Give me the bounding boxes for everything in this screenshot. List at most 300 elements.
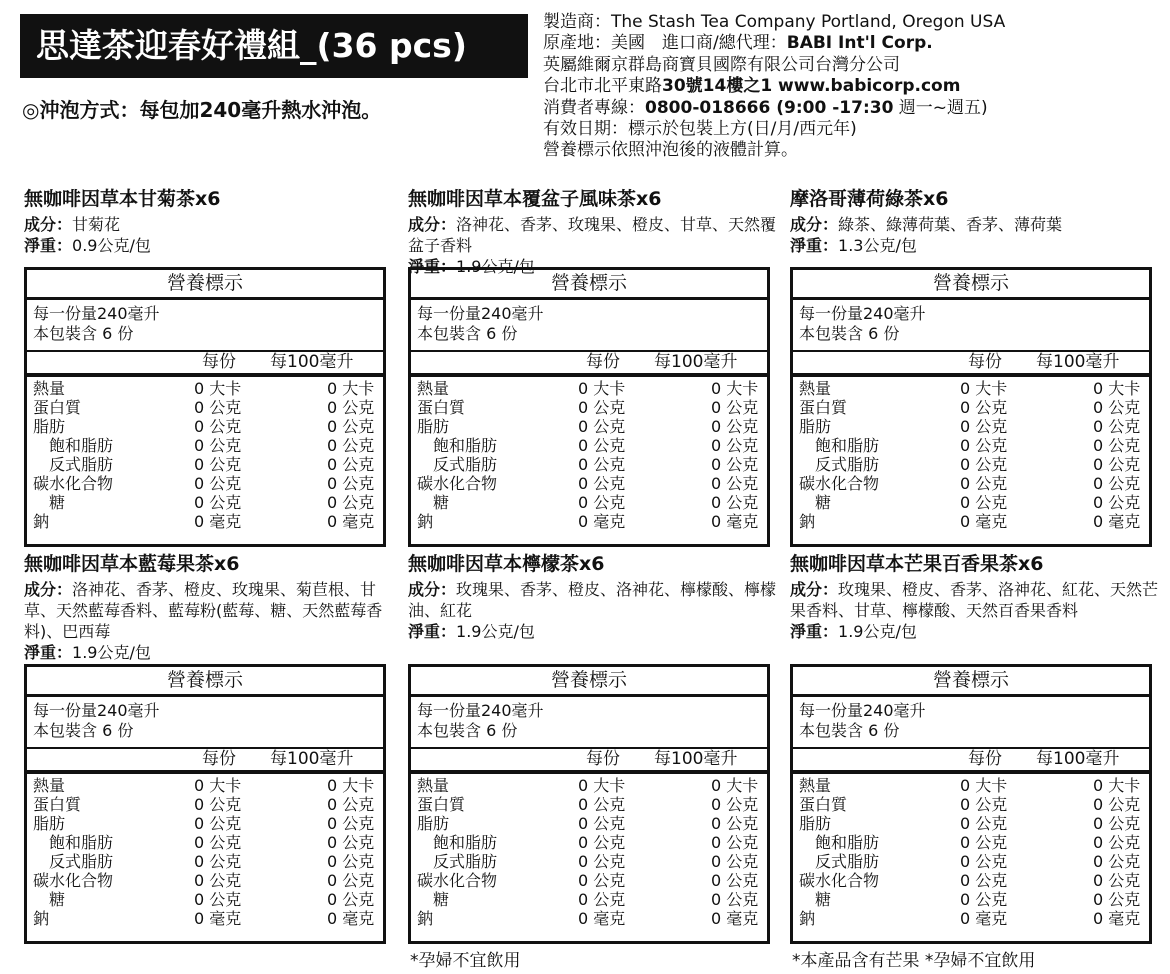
nutrient-per-serving: 0 公克: [960, 833, 1008, 852]
nutrient-name: 糖: [815, 493, 832, 512]
nutrition-table: [24, 664, 386, 944]
net-weight: [24, 642, 396, 663]
nutrient-per-serving: 0 公克: [960, 795, 1008, 814]
nutrient-per-100ml: 0 公克: [711, 455, 759, 474]
nutrient-name: 糖: [433, 890, 450, 909]
nutrient-per-100ml: 0 毫克: [1093, 512, 1141, 531]
nutrient-name: 蛋白質: [33, 795, 82, 814]
nutrient-name: 熱量: [33, 776, 66, 795]
nutrient-name: 碳水化合物: [33, 871, 114, 890]
nutrient-row: [411, 834, 767, 853]
nutrient-row: [411, 418, 767, 437]
nutrient-per-serving: 0 公克: [194, 833, 242, 852]
net-weight-value: 0.9公克/包: [72, 236, 151, 255]
net-weight-value: 1.9公克/包: [838, 622, 917, 641]
nutrient-name: 鈉: [799, 512, 816, 531]
nutrient-row: [27, 777, 383, 796]
nutrient-per-serving: 0 毫克: [578, 909, 626, 928]
nutrient-name: 飽和脂肪: [433, 436, 498, 455]
nutrient-name: 脂肪: [799, 417, 832, 436]
company-info: [543, 12, 1165, 162]
nutrient-name: 鈉: [33, 512, 50, 531]
manufacturer-line: 製造商：The Stash Tea Company Portland, Oregon USA: [543, 12, 1006, 32]
nutrient-per-serving: 0 公克: [578, 852, 626, 871]
nutrient-per-100ml: 0 公克: [1093, 795, 1141, 814]
nutrition-table: [24, 267, 386, 547]
nutrient-name: 碳水化合物: [799, 871, 880, 890]
address-line: 台北市北平東路30號14樓之1 www.babicorp.com: [543, 76, 961, 97]
nutrient-name: 鈉: [799, 909, 816, 928]
nutrient-per-100ml: 0 公克: [711, 493, 759, 512]
nutrient-per-serving: 0 公克: [960, 871, 1008, 890]
nutrient-per-serving: 0 毫克: [578, 512, 626, 531]
column-headers: [411, 749, 767, 774]
nutrient-rows: [27, 377, 383, 532]
mango-and-pregnancy-warning: *本產品含有芒果 *孕婦不宜飲用: [792, 951, 1036, 971]
nutrient-name: 飽和脂肪: [433, 833, 498, 852]
nutrient-per-serving: 0 公克: [578, 417, 626, 436]
nutrient-per-serving: 0 公克: [578, 474, 626, 493]
nutrient-name: 蛋白質: [799, 795, 848, 814]
nutrient-row: [27, 380, 383, 399]
nutrient-rows: [411, 377, 767, 532]
net-weight-label: 淨重：: [790, 622, 839, 641]
serving-size: 每一份量240毫升: [33, 701, 160, 720]
nutrient-name: 熱量: [33, 379, 66, 398]
nutrient-name: 蛋白質: [799, 398, 848, 417]
per-serving-header: 每份: [586, 352, 620, 372]
nutrient-row: [793, 796, 1149, 815]
nutrient-per-100ml: 0 公克: [327, 398, 375, 417]
nutrient-per-100ml: 0 公克: [327, 833, 375, 852]
nutrient-row: [793, 872, 1149, 891]
nutrient-name: 反式脂肪: [815, 455, 880, 474]
column-headers: [793, 352, 1149, 377]
servings-per-pack: 本包裝含 6 份: [417, 721, 518, 740]
nutrient-row: [27, 494, 383, 513]
nutrient-name: 熱量: [417, 379, 450, 398]
nutrition-title: 營養標示: [27, 667, 383, 697]
ingredients-label: 成分：: [408, 215, 457, 234]
servings-per-pack: 本包裝含 6 份: [799, 324, 900, 343]
nutrient-per-serving: 0 公克: [960, 436, 1008, 455]
per-100ml-header: 每100毫升: [1036, 352, 1120, 372]
nutrient-name: 熱量: [799, 379, 832, 398]
nutrient-name: 鈉: [417, 909, 434, 928]
nutrient-name: 飽和脂肪: [49, 833, 114, 852]
serving-size: 每一份量240毫升: [33, 304, 160, 323]
nutrient-per-100ml: 0 公克: [711, 890, 759, 909]
serving-size: 每一份量240毫升: [799, 701, 926, 720]
nutrient-per-serving: 0 公克: [578, 436, 626, 455]
serving-info: [793, 697, 1149, 749]
nutrient-row: [27, 399, 383, 418]
nutrient-per-100ml: 0 公克: [327, 493, 375, 512]
nutrient-row: [411, 475, 767, 494]
nutrient-name: 糖: [49, 493, 66, 512]
nutrient-per-100ml: 0 毫克: [711, 909, 759, 928]
nutrient-per-serving: 0 公克: [960, 417, 1008, 436]
nutrient-per-100ml: 0 公克: [327, 890, 375, 909]
company-name-line: 英屬維爾京群島商寶貝國際有限公司台灣分公司: [543, 54, 900, 75]
nutrient-per-serving: 0 公克: [960, 890, 1008, 909]
nutrient-per-serving: 0 大卡: [960, 776, 1008, 795]
nutrition-table: [408, 267, 770, 547]
serving-size: 每一份量240毫升: [417, 701, 544, 720]
nutrient-per-serving: 0 公克: [578, 871, 626, 890]
hotline-line: 消費者專線：0800-018666 (9:00 -17:30 週一~週五): [543, 97, 988, 118]
nutrient-per-serving: 0 公克: [194, 890, 242, 909]
nutrient-per-100ml: 0 大卡: [327, 776, 375, 795]
nutrition-title: 營養標示: [793, 667, 1149, 697]
nutrient-per-100ml: 0 公克: [1093, 455, 1141, 474]
nutrient-row: [411, 494, 767, 513]
ingredients-label: 成分：: [24, 215, 73, 234]
nutrient-per-100ml: 0 公克: [711, 436, 759, 455]
nutrient-per-100ml: 0 公克: [1093, 852, 1141, 871]
nutrient-per-serving: 0 公克: [578, 890, 626, 909]
nutrient-name: 飽和脂肪: [49, 436, 114, 455]
product-name: 無咖啡因草本甘菊茶x6: [24, 188, 221, 210]
nutrient-per-100ml: 0 公克: [327, 852, 375, 871]
nutrient-per-100ml: 0 大卡: [711, 379, 759, 398]
nutrient-per-serving: 0 毫克: [960, 512, 1008, 531]
product-info: [24, 186, 396, 256]
product-info: [408, 186, 780, 277]
nutrient-row: [27, 437, 383, 456]
nutrient-per-serving: 0 大卡: [194, 776, 242, 795]
nutrient-per-serving: 0 公克: [194, 436, 242, 455]
serving-size: 每一份量240毫升: [417, 304, 544, 323]
nutrient-row: [793, 456, 1149, 475]
nutrient-name: 鈉: [33, 909, 50, 928]
nutrient-per-100ml: 0 大卡: [1093, 776, 1141, 795]
nutrient-per-100ml: 0 公克: [711, 398, 759, 417]
nutrient-rows: [793, 377, 1149, 532]
nutrient-per-serving: 0 公克: [194, 455, 242, 474]
nutrient-row: [27, 815, 383, 834]
nutrient-per-serving: 0 公克: [960, 493, 1008, 512]
net-weight-label: 淨重：: [408, 622, 457, 641]
nutrient-per-100ml: 0 公克: [1093, 398, 1141, 417]
ingredients: [24, 214, 396, 235]
pregnancy-warning-lemon: *孕婦不宜飲用: [410, 951, 521, 971]
nutrient-per-100ml: 0 公克: [327, 871, 375, 890]
nutrient-name: 脂肪: [33, 417, 66, 436]
ingredients-label: 成分：: [790, 580, 839, 599]
serving-info: [27, 300, 383, 352]
ingredients-text: 甘菊花: [72, 215, 121, 234]
nutrient-row: [793, 475, 1149, 494]
nutrient-name: 蛋白質: [417, 398, 466, 417]
nutrient-per-serving: 0 公克: [194, 417, 242, 436]
nutrient-per-100ml: 0 公克: [1093, 814, 1141, 833]
nutrient-row: [411, 815, 767, 834]
nutrition-title: 營養標示: [793, 270, 1149, 300]
servings-per-pack: 本包裝含 6 份: [33, 721, 134, 740]
nutrient-per-100ml: 0 公克: [1093, 474, 1141, 493]
nutrient-per-100ml: 0 公克: [711, 417, 759, 436]
serving-info: [793, 300, 1149, 352]
nutrient-name: 蛋白質: [417, 795, 466, 814]
column-headers: [411, 352, 767, 377]
product-name: 摩洛哥薄荷綠茶x6: [790, 188, 949, 210]
nutrient-per-serving: 0 公克: [960, 852, 1008, 871]
nutrient-per-100ml: 0 公克: [327, 795, 375, 814]
nutrition-title: 營養標示: [27, 270, 383, 300]
nutrient-row: [27, 872, 383, 891]
column-headers: [27, 352, 383, 377]
nutrient-name: 糖: [49, 890, 66, 909]
ingredients-label: 成分：: [408, 580, 457, 599]
nutrient-name: 反式脂肪: [815, 852, 880, 871]
nutrient-per-serving: 0 公克: [194, 398, 242, 417]
column-headers: [27, 749, 383, 774]
nutrient-row: [411, 380, 767, 399]
nutrient-row: [793, 910, 1149, 929]
nutrition-table: [790, 664, 1152, 944]
per-100ml-header: 每100毫升: [654, 352, 738, 372]
nutrient-name: 反式脂肪: [433, 852, 498, 871]
nutrient-row: [793, 891, 1149, 910]
nutrient-per-100ml: 0 公克: [1093, 890, 1141, 909]
nutrient-per-serving: 0 大卡: [578, 776, 626, 795]
nutrient-row: [27, 853, 383, 872]
ingredients-label: 成分：: [24, 580, 73, 599]
nutrient-name: 碳水化合物: [417, 871, 498, 890]
nutrition-title: 營養標示: [411, 270, 767, 300]
nutrient-per-serving: 0 大卡: [960, 379, 1008, 398]
nutrient-per-100ml: 0 公克: [711, 852, 759, 871]
net-weight-value: 1.3公克/包: [838, 236, 917, 255]
nutrient-per-100ml: 0 大卡: [1093, 379, 1141, 398]
nutrient-per-100ml: 0 公克: [711, 795, 759, 814]
nutrient-per-serving: 0 公克: [578, 455, 626, 474]
nutrient-per-100ml: 0 公克: [327, 455, 375, 474]
origin-importer-line: 原產地：美國 進口商/總代理：BABI Int'l Corp.: [543, 33, 933, 54]
nutrient-per-serving: 0 毫克: [194, 909, 242, 928]
per-100ml-header: 每100毫升: [1036, 749, 1120, 769]
nutrient-per-100ml: 0 公克: [711, 871, 759, 890]
nutrient-row: [793, 853, 1149, 872]
nutrient-row: [793, 418, 1149, 437]
column-headers: [793, 749, 1149, 774]
nutrient-row: [27, 418, 383, 437]
net-weight-value: 1.9公克/包: [456, 622, 535, 641]
nutrient-name: 蛋白質: [33, 398, 82, 417]
nutrient-row: [793, 777, 1149, 796]
nutrient-per-serving: 0 大卡: [194, 379, 242, 398]
nutrient-row: [793, 399, 1149, 418]
nutrient-name: 飽和脂肪: [815, 436, 880, 455]
ingredients-text: 洛神花、香茅、玫瑰果、橙皮、甘草、天然覆盆子香料: [408, 215, 777, 255]
nutrient-per-serving: 0 公克: [194, 795, 242, 814]
nutrient-row: [411, 437, 767, 456]
nutrient-per-serving: 0 大卡: [578, 379, 626, 398]
ingredients: [408, 579, 780, 621]
net-weight-label: 淨重：: [408, 257, 457, 276]
serving-info: [411, 300, 767, 352]
nutrient-rows: [411, 774, 767, 929]
nutrient-per-serving: 0 公克: [194, 852, 242, 871]
nutrient-per-100ml: 0 毫克: [711, 512, 759, 531]
nutrient-per-serving: 0 公克: [194, 493, 242, 512]
product-info: [24, 551, 396, 663]
nutrient-per-serving: 0 公克: [960, 398, 1008, 417]
brewing-instructions: ◎沖泡方式：每包加240毫升熱水沖泡。: [22, 98, 382, 122]
nutrient-per-100ml: 0 公克: [1093, 436, 1141, 455]
per-serving-header: 每份: [202, 749, 236, 769]
nutrient-per-serving: 0 公克: [194, 871, 242, 890]
per-100ml-header: 每100毫升: [654, 749, 738, 769]
nutrient-per-serving: 0 公克: [578, 398, 626, 417]
expiry-line: 有效日期：標示於包裝上方(日/月/西元年): [543, 119, 857, 140]
nutrient-row: [27, 475, 383, 494]
nutrient-row: [27, 910, 383, 929]
net-weight-value: 1.9公克/包: [456, 257, 535, 276]
net-weight: [408, 621, 780, 642]
nutrient-name: 反式脂肪: [49, 455, 114, 474]
nutrient-per-serving: 0 公克: [578, 814, 626, 833]
nutrient-per-100ml: 0 大卡: [327, 379, 375, 398]
net-weight-label: 淨重：: [790, 236, 839, 255]
net-weight-label: 淨重：: [24, 236, 73, 255]
nutrient-name: 碳水化合物: [417, 474, 498, 493]
nutrient-name: 飽和脂肪: [815, 833, 880, 852]
nutrient-per-100ml: 0 公克: [1093, 871, 1141, 890]
ingredients-text: 綠茶、綠薄荷葉、香茅、薄荷葉: [838, 215, 1063, 234]
product-title: 思達茶迎春好禮組_(36 pcs): [20, 14, 528, 78]
ingredients-label: 成分：: [790, 215, 839, 234]
nutrient-row: [411, 910, 767, 929]
nutrient-per-100ml: 0 公克: [327, 436, 375, 455]
nutrient-rows: [27, 774, 383, 929]
nutrition-table: [408, 664, 770, 944]
ingredients: [790, 579, 1162, 621]
nutrient-row: [793, 834, 1149, 853]
nutrient-row: [793, 494, 1149, 513]
nutrient-per-100ml: 0 大卡: [711, 776, 759, 795]
nutrient-per-100ml: 0 公克: [1093, 417, 1141, 436]
nutrient-name: 脂肪: [417, 417, 450, 436]
nutrient-name: 脂肪: [33, 814, 66, 833]
nutrient-per-100ml: 0 公克: [327, 417, 375, 436]
nutrient-row: [27, 796, 383, 815]
per-serving-header: 每份: [586, 749, 620, 769]
net-weight: [790, 621, 1162, 642]
product-info: [790, 551, 1162, 642]
nutrient-row: [27, 513, 383, 532]
servings-per-pack: 本包裝含 6 份: [33, 324, 134, 343]
nutrient-name: 熱量: [417, 776, 450, 795]
product-name: 無咖啡因草本藍莓果茶x6: [24, 553, 240, 575]
per-serving-header: 每份: [968, 352, 1002, 372]
nutrient-per-serving: 0 公克: [194, 474, 242, 493]
nutrient-name: 脂肪: [799, 814, 832, 833]
ingredients: [408, 214, 780, 256]
nutrition-basis-line: 營養標示依照沖泡後的液體計算。: [543, 140, 798, 161]
nutrient-row: [411, 777, 767, 796]
nutrition-table: [790, 267, 1152, 547]
nutrient-name: 脂肪: [417, 814, 450, 833]
nutrient-per-serving: 0 公克: [578, 493, 626, 512]
nutrient-per-serving: 0 毫克: [960, 909, 1008, 928]
nutrient-per-100ml: 0 毫克: [327, 512, 375, 531]
nutrient-row: [793, 380, 1149, 399]
product-name: 無咖啡因草本覆盆子風味茶x6: [408, 188, 662, 210]
ingredients: [24, 579, 396, 642]
nutrient-per-serving: 0 公克: [578, 833, 626, 852]
nutrient-row: [411, 456, 767, 475]
nutrient-row: [27, 456, 383, 475]
nutrient-per-serving: 0 公克: [960, 455, 1008, 474]
per-100ml-header: 每100毫升: [270, 749, 354, 769]
nutrient-per-100ml: 0 毫克: [327, 909, 375, 928]
per-serving-header: 每份: [968, 749, 1002, 769]
nutrient-row: [793, 513, 1149, 532]
servings-per-pack: 本包裝含 6 份: [417, 324, 518, 343]
nutrient-row: [793, 437, 1149, 456]
ingredients: [790, 214, 1162, 235]
serving-info: [411, 697, 767, 749]
nutrient-row: [411, 399, 767, 418]
nutrient-per-serving: 0 公克: [960, 474, 1008, 493]
serving-info: [27, 697, 383, 749]
nutrient-name: 反式脂肪: [49, 852, 114, 871]
nutrient-per-100ml: 0 公克: [327, 814, 375, 833]
nutrient-row: [411, 513, 767, 532]
nutrient-name: 熱量: [799, 776, 832, 795]
nutrient-row: [411, 853, 767, 872]
nutrient-per-100ml: 0 公克: [1093, 833, 1141, 852]
nutrient-per-100ml: 0 公克: [711, 814, 759, 833]
product-info: [790, 186, 1162, 256]
nutrient-row: [793, 815, 1149, 834]
nutrient-row: [27, 891, 383, 910]
nutrient-rows: [793, 774, 1149, 929]
ingredients-text: 玫瑰果、橙皮、香茅、洛神花、紅花、天然芒果香料、甘草、檸檬酸、天然百香果香料: [790, 580, 1159, 620]
product-name: 無咖啡因草本檸檬茶x6: [408, 553, 605, 575]
net-weight-label: 淨重：: [24, 643, 73, 662]
nutrient-name: 反式脂肪: [433, 455, 498, 474]
nutrient-row: [411, 796, 767, 815]
nutrient-per-100ml: 0 毫克: [1093, 909, 1141, 928]
nutrient-per-serving: 0 毫克: [194, 512, 242, 531]
nutrient-name: 碳水化合物: [33, 474, 114, 493]
nutrient-name: 鈉: [417, 512, 434, 531]
net-weight-value: 1.9公克/包: [72, 643, 151, 662]
nutrient-name: 糖: [815, 890, 832, 909]
ingredients-text: 玫瑰果、香茅、橙皮、洛神花、檸檬酸、檸檬油、紅花: [408, 580, 777, 620]
nutrient-per-100ml: 0 公克: [1093, 493, 1141, 512]
serving-size: 每一份量240毫升: [799, 304, 926, 323]
nutrient-per-100ml: 0 公克: [711, 474, 759, 493]
nutrition-title: 營養標示: [411, 667, 767, 697]
nutrient-per-serving: 0 公克: [578, 795, 626, 814]
servings-per-pack: 本包裝含 6 份: [799, 721, 900, 740]
net-weight: [24, 235, 396, 256]
nutrient-row: [27, 834, 383, 853]
nutrient-name: 碳水化合物: [799, 474, 880, 493]
product-name: 無咖啡因草本芒果百香果茶x6: [790, 553, 1044, 575]
product-info: [408, 551, 780, 642]
nutrient-name: 糖: [433, 493, 450, 512]
per-100ml-header: 每100毫升: [270, 352, 354, 372]
ingredients-text: 洛神花、香茅、橙皮、玫瑰果、菊苣根、甘草、天然藍莓香料、藍莓粉(藍莓、糖、天然藍莓香料)、巴西莓: [24, 580, 383, 641]
nutrient-row: [411, 891, 767, 910]
net-weight: [790, 235, 1162, 256]
nutrient-per-100ml: 0 公克: [327, 474, 375, 493]
